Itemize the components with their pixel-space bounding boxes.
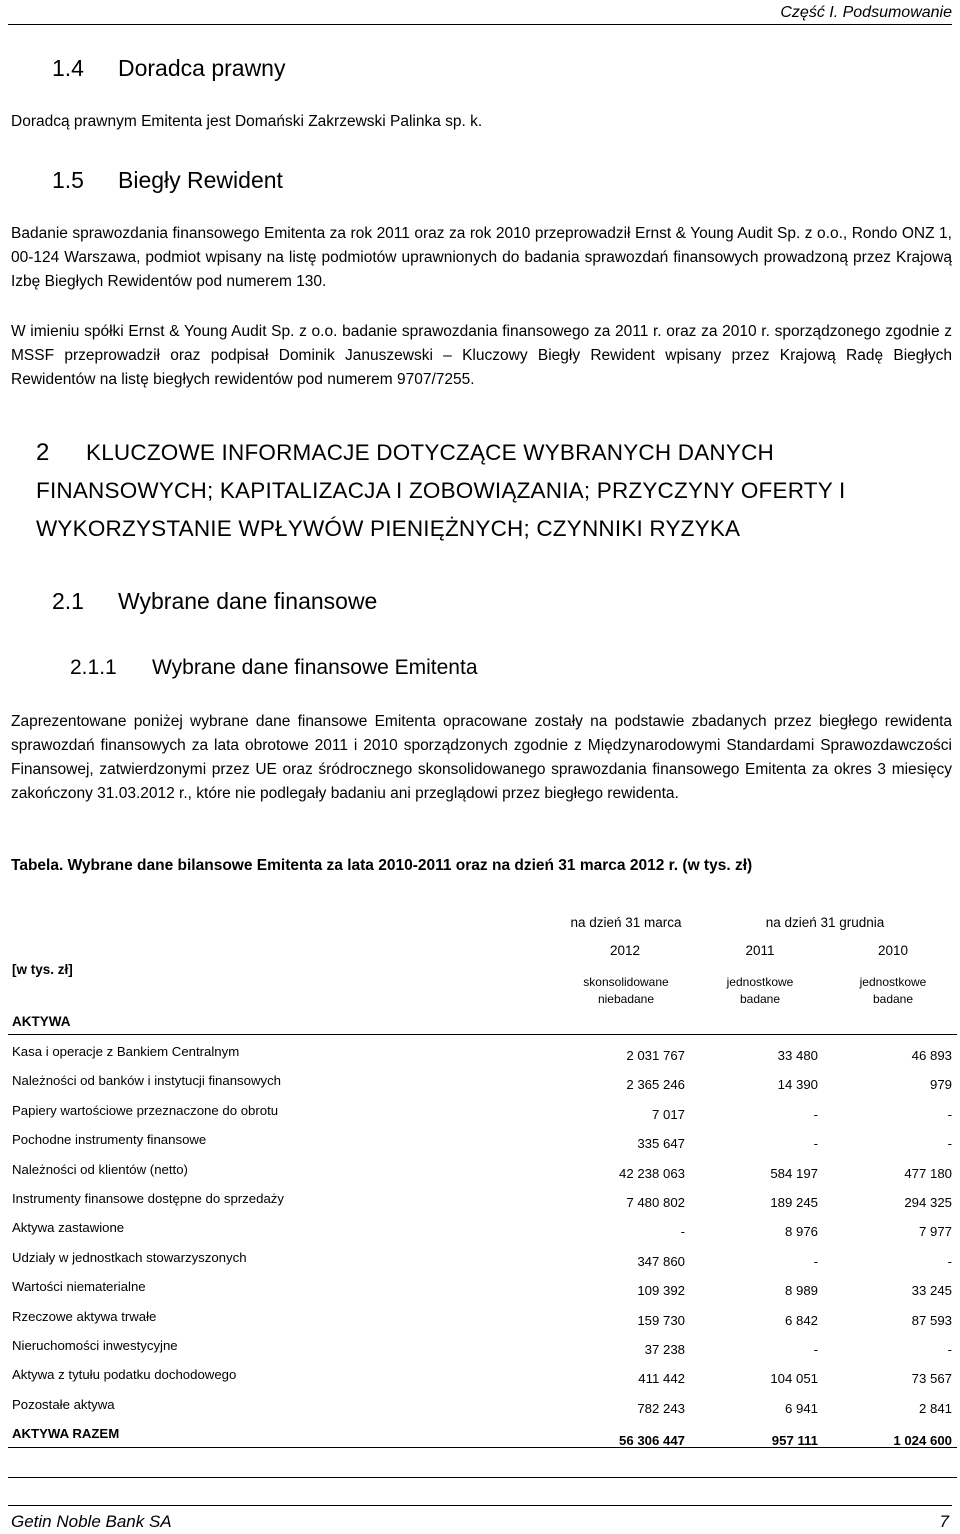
row-label: Pochodne instrumenty finansowe bbox=[12, 1132, 207, 1148]
col-group-december: na dzień 31 grudnia bbox=[765, 915, 885, 930]
row-label: Instrumenty finansowe dostępne do sprzedaży bbox=[12, 1191, 284, 1206]
row-value: - bbox=[813, 1136, 818, 1152]
row-value: - bbox=[947, 1253, 952, 1269]
row-value: 584 197 bbox=[770, 1165, 818, 1181]
paragraph-auditor-1: Badanie sprawozdania finansowego Emitenta za rok 2011 oraz za rok 2010 przeprowadził Ernst & Young Audit Sp. z o.o., Rondo ONZ 1, 00-124 Warszawa, podmiot wpisany na listę podmiotów uprawnionych do badania sprawozdań finansowych prowadzoną przez Krajową Izbę Biegłych Rewidentów pod numerem 130. bbox=[11, 225, 952, 290]
row-value: 7 977 bbox=[918, 1224, 952, 1240]
paragraph-financial-intro: Zaprezentowane poniżej wybrane dane finansowe Emitenta opracowane zostały na podstawie zbadanych przez biegłego rewidenta sprawozdań finansowych za lata obrotowe 2011 i 2010 sporządzonych zgodnie z Międzynarodowymi Standardami Sprawozdawczości Finansowej, zatwierdzonymi przez UE oraz śródrocznego skonsolidowanego sprawozdania finansowego Emitenta za okres 3 miesięcy zakończony 31.03.2012 r., które nie podlegały badaniu ani przeglądowi przez biegłego rewidenta. bbox=[11, 713, 952, 802]
row-value: 42 238 063 bbox=[618, 1165, 685, 1181]
year-2012: 2012 bbox=[609, 943, 641, 958]
row-value: 477 180 bbox=[904, 1165, 952, 1181]
row-value: 294 325 bbox=[904, 1195, 952, 1210]
heading-1-4: 1.4 Doradca prawny bbox=[52, 55, 286, 81]
row-value: 411 442 bbox=[638, 1371, 685, 1387]
row-value: - bbox=[813, 1342, 818, 1357]
row-value: 979 bbox=[929, 1077, 952, 1093]
table-bottom-rule bbox=[8, 1477, 957, 1478]
table-rule bbox=[8, 1034, 957, 1035]
row-value: 33 245 bbox=[911, 1283, 952, 1299]
header-divider bbox=[8, 24, 952, 25]
note-2012: skonsolidowane niebadane bbox=[583, 975, 669, 1006]
row-value: - bbox=[947, 1136, 952, 1152]
note-2010: jednostkowe badane bbox=[859, 975, 927, 1006]
paragraph-auditor-2: W imieniu spółki Ernst & Young Audit Sp. z o.o. badanie sprawozdania finansowego za 2011 r. oraz za 2010 r. sporządzonego zgodnie z MSSF przeprowadził oraz podpisał Dominik Januszewski – Kluczowy Biegły Rewident wpisany przez Krajową Radę Biegłych Rewidentów na listę biegłych rewidentów pod numerem 9707/7255. bbox=[11, 323, 952, 388]
row-label: Aktywa z tytułu podatku dochodowego bbox=[12, 1367, 237, 1383]
row-value: - bbox=[947, 1106, 952, 1122]
row-label: Udziały w jednostkach stowarzyszonych bbox=[12, 1249, 247, 1265]
row-label: Należności od klientów (netto) bbox=[12, 1161, 188, 1177]
row-value: - bbox=[680, 1224, 685, 1240]
row-label: Wartości niematerialne bbox=[12, 1279, 146, 1295]
total-2011: 957 111 bbox=[771, 1433, 818, 1448]
row-label: Aktywa zastawione bbox=[12, 1220, 125, 1236]
row-value: 2 841 bbox=[918, 1400, 952, 1416]
row-value: - bbox=[813, 1106, 818, 1122]
row-label: Kasa i operacje z Bankiem Centralnym bbox=[12, 1044, 240, 1059]
row-value: 87 593 bbox=[911, 1312, 952, 1328]
heading-1-5: 1.5 Biegły Rewident bbox=[52, 167, 283, 193]
heading-2-1-1: 2.1.1 Wybrane dane finansowe Emitenta bbox=[70, 656, 478, 679]
total-label: AKTYWA RAZEM bbox=[12, 1426, 120, 1441]
row-value: 159 730 bbox=[637, 1312, 685, 1328]
row-value: 104 051 bbox=[770, 1371, 818, 1387]
row-label: Pozostałe aktywa bbox=[12, 1396, 115, 1412]
year-2011: 2011 bbox=[745, 943, 775, 958]
note-2011: jednostkowe badane bbox=[726, 975, 794, 1006]
row-label: Papiery wartościowe przeznaczone do obrotu bbox=[12, 1102, 279, 1118]
row-value: 8 976 bbox=[784, 1224, 818, 1240]
row-value: 46 893 bbox=[911, 1048, 952, 1063]
row-label: Rzeczowe aktywa trwałe bbox=[12, 1308, 157, 1324]
section-aktywa: AKTYWA bbox=[12, 1014, 71, 1029]
row-label: Należności od banków i instytucji finansowych bbox=[12, 1073, 282, 1089]
row-value: 6 842 bbox=[784, 1312, 818, 1328]
row-value: 347 860 bbox=[637, 1253, 685, 1269]
row-value: 189 245 bbox=[770, 1195, 818, 1210]
row-label: Nieruchomości inwestycyjne bbox=[12, 1338, 178, 1353]
heading-2: 2 KLUCZOWE INFORMACJE DOTYCZĄCE WYBRANYCH DANYCH FINANSOWYCH; KAPITALIZACJA I ZOBOWIĄZANIA; PRZYCZYNY OFERTY I WYKORZYSTANIE WPŁYWÓW PIENIĘŻNYCH; CZYNNIKI RYZYKA bbox=[36, 439, 846, 541]
row-value: 37 238 bbox=[644, 1342, 685, 1357]
footer-divider bbox=[8, 1505, 952, 1506]
col-group-march: na dzień 31 marca bbox=[570, 915, 682, 930]
heading-2-1: 2.1 Wybrane dane finansowe bbox=[52, 588, 378, 614]
row-value: 33 480 bbox=[777, 1048, 818, 1063]
year-2010: 2010 bbox=[877, 943, 909, 958]
section-header: Część I. Podsumowanie bbox=[780, 4, 952, 21]
footer-company: Getin Noble Bank SA bbox=[11, 1512, 172, 1531]
table-caption: Tabela. Wybrane dane bilansowe Emitenta za lata 2010-2011 oraz na dzień 31 marca 2012 r. (w tys. zł) bbox=[11, 857, 753, 874]
row-value: - bbox=[947, 1342, 952, 1357]
total-2012: 56 306 447 bbox=[618, 1433, 685, 1448]
unit-label: [w tys. zł] bbox=[12, 962, 73, 977]
row-value: 2 365 246 bbox=[626, 1077, 685, 1093]
row-value: 7 017 bbox=[651, 1106, 685, 1122]
row-value: - bbox=[813, 1253, 818, 1269]
paragraph-legal-advisor: Doradcą prawnym Emitenta jest Domański Zakrzewski Palinka sp. k. bbox=[11, 113, 483, 130]
row-value: 6 941 bbox=[784, 1400, 818, 1416]
total-2010: 1 024 600 bbox=[893, 1433, 952, 1448]
row-value: 73 567 bbox=[911, 1371, 952, 1387]
row-value: 14 390 bbox=[777, 1077, 818, 1093]
row-value: 7 480 802 bbox=[626, 1195, 685, 1210]
row-value: 782 243 bbox=[637, 1400, 685, 1416]
row-value: 2 031 767 bbox=[626, 1048, 685, 1063]
page-number: 7 bbox=[939, 1512, 949, 1531]
row-value: 109 392 bbox=[637, 1283, 685, 1299]
row-value: 8 989 bbox=[784, 1283, 818, 1299]
row-value: 335 647 bbox=[637, 1136, 685, 1152]
